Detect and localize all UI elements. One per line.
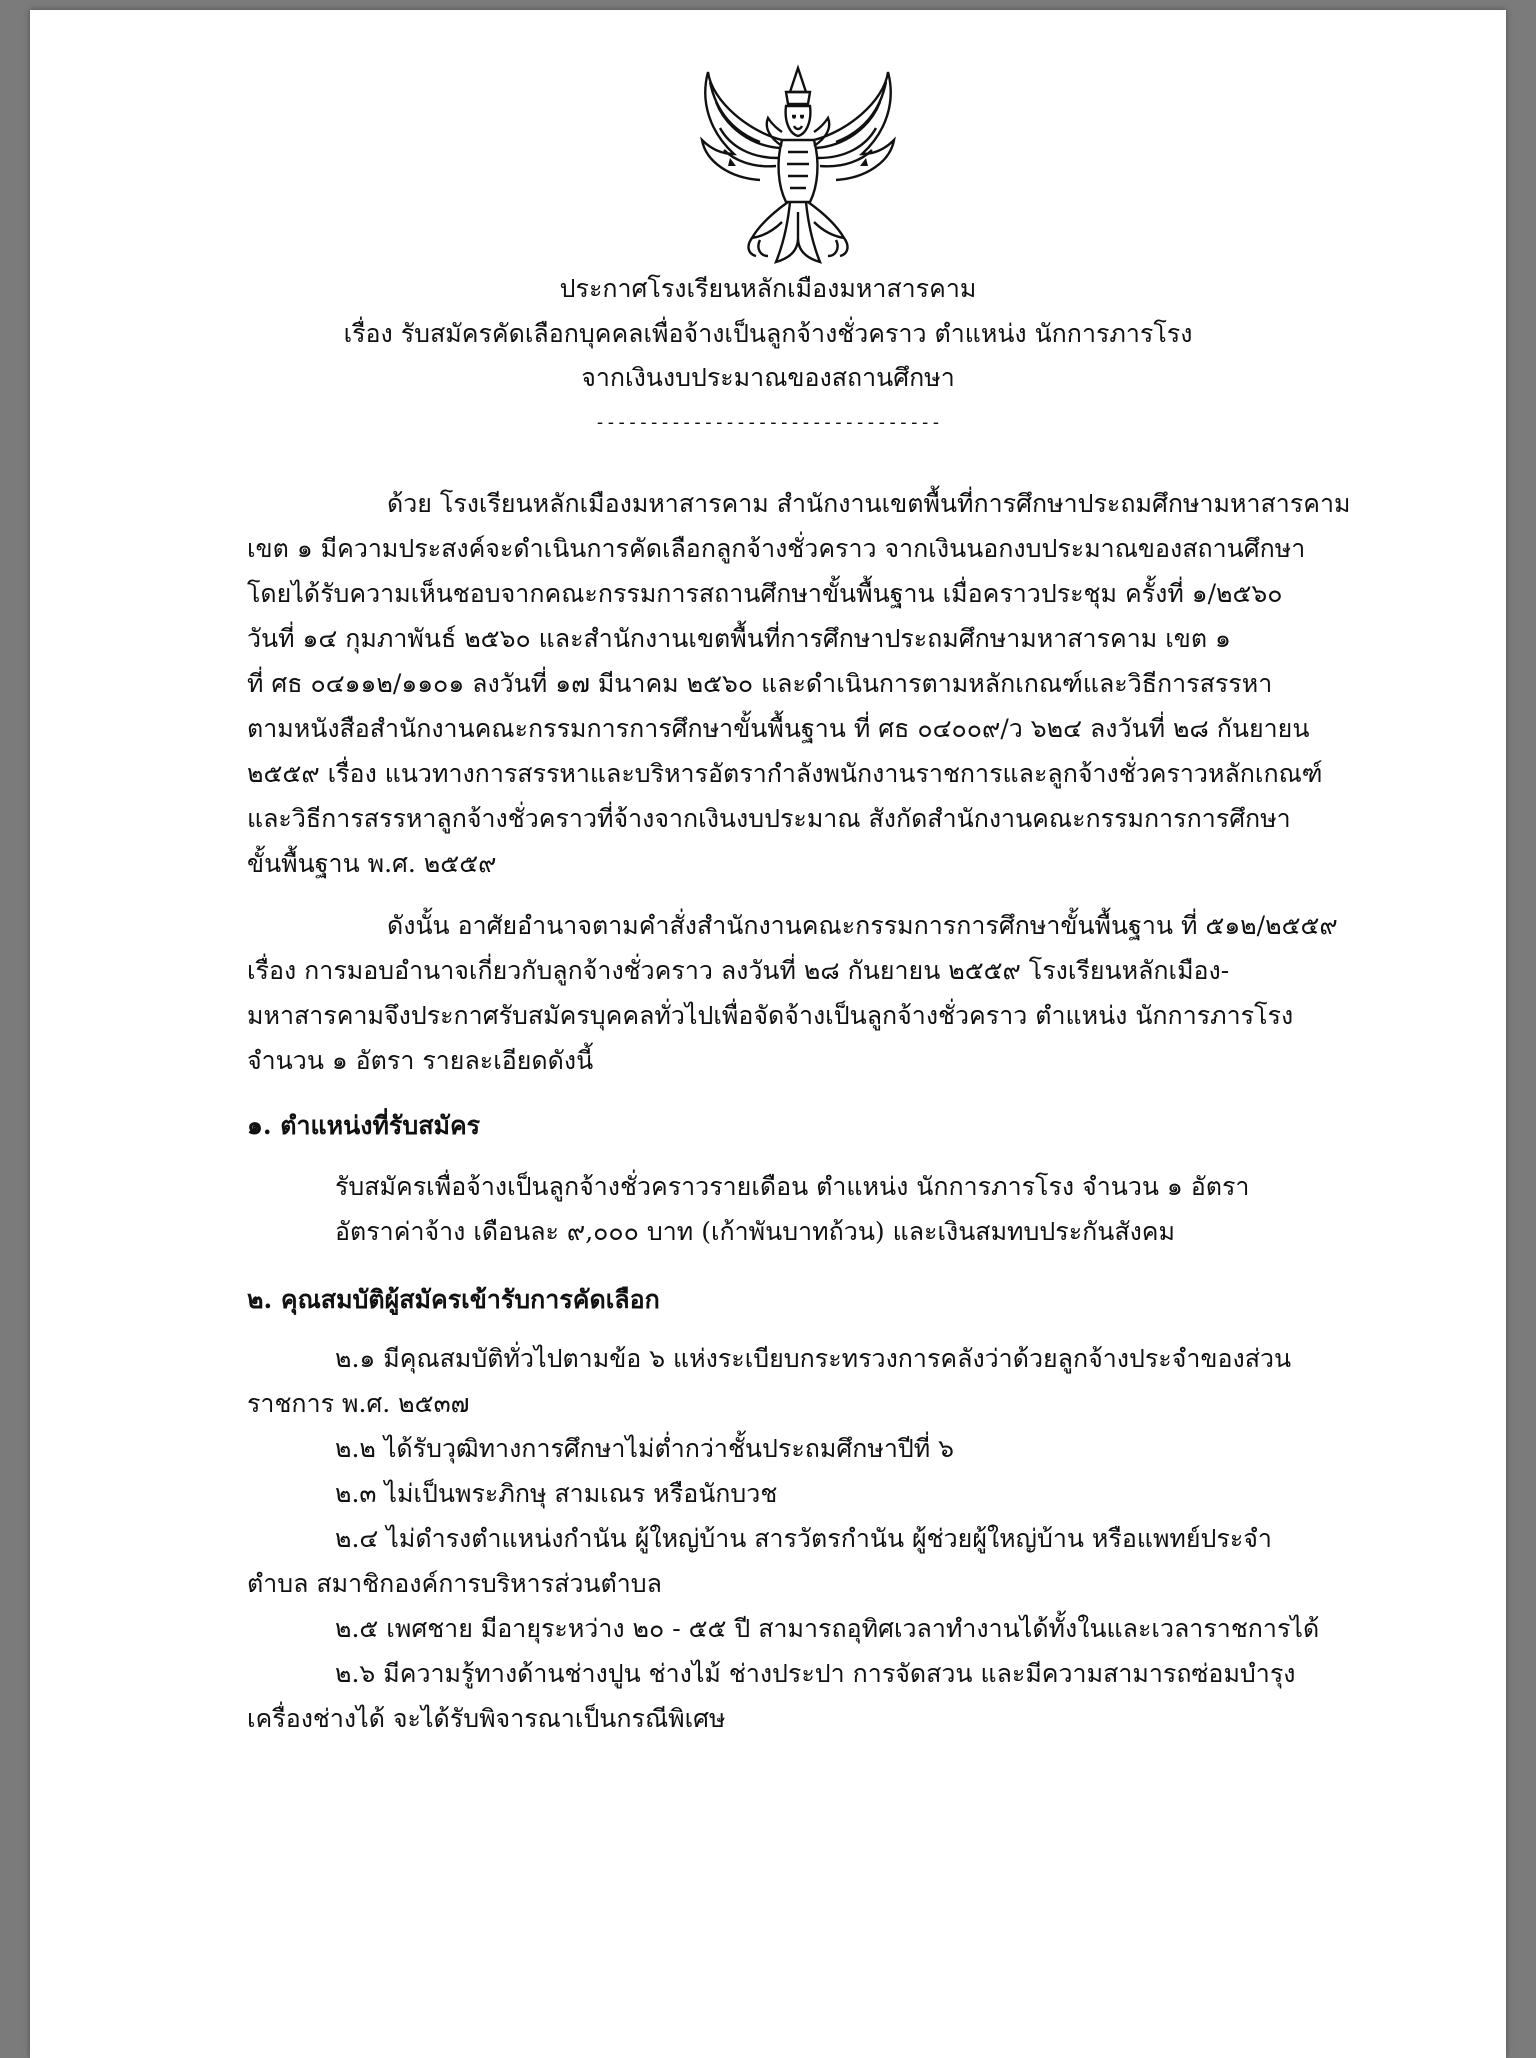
intro-paragraph xyxy=(247,481,1367,886)
qualification-item: ๒.๔ ไม่ดำรงตำแหน่งกำนัน ผู้ใหญ่บ้าน สารวัตรกำนัน ผู้ช่วยผู้ใหญ่บ้าน หรือแพทย์ประจำ xyxy=(335,1524,1272,1553)
title-divider: -------------------------------- xyxy=(594,412,942,433)
qualification-item-cont: ราชการ พ.ศ. ๒๕๓๗ xyxy=(247,1389,470,1418)
section-line: รับสมัครเพื่อจ้างเป็นลูกจ้างชั่วคราวรายเดือน ตำแหน่ง นักการภารโรง จำนวน ๑ อัตรา xyxy=(335,1172,1250,1201)
paragraph-line: ที่ ศธ ๐๔๑๑๒/๑๑๐๑ ลงวันที่ ๑๗ มีนาคม ๒๕๖๐ และดำเนินการตามหลักเกณฑ์และวิธีการสรรหา xyxy=(247,669,1273,698)
document-page xyxy=(30,10,1506,2058)
paragraph-line: ตามหนังสือสำนักงานคณะกรรมการการศึกษาขั้นพื้นฐาน ที่ ศธ ๐๔๐๐๙/ว ๖๒๔ ลงวันที่ ๒๘ กันยายน xyxy=(247,714,1310,743)
qualification-item: ๒.๖ มีความรู้ทางด้านช่างปูน ช่างไม้ ช่างประปา การจัดสวน และมีความสามารถซ่อมบำรุง xyxy=(335,1659,1296,1688)
qualification-item-cont: ตำบล สมาชิกองค์การบริหารส่วนตำบล xyxy=(247,1569,662,1598)
authority-paragraph xyxy=(247,903,1367,1083)
announcement-funding: จากเงินงบประมาณของสถานศึกษา xyxy=(581,363,955,392)
paragraph-line: ดังนั้น อาศัยอำนาจตามคำสั่งสำนักงานคณะกรรมการการศึกษาขั้นพื้นฐาน ที่ ๕๑๒/๒๕๕๙ xyxy=(387,911,1338,940)
paragraph-line: วันที่ ๑๔ กุมภาพันธ์ ๒๕๖๐ และสำนักงานเขตพื้นที่การศึกษาประถมศึกษามหาสารคาม เขต ๑ xyxy=(247,624,1231,653)
paragraph-line: ๒๕๕๙ เรื่อง แนวทางการสรรหาและบริหารอัตรากำลังพนักงานราชการและลูกจ้างชั่วคราวหลักเกณฑ์ xyxy=(247,759,1323,788)
paragraph-line: เรื่อง การมอบอำนาจเกี่ยวกับลูกจ้างชั่วคราว ลงวันที่ ๒๘ กันยายน ๒๕๕๙ โรงเรียนหลักเมือง- xyxy=(247,956,1230,985)
section-2-list xyxy=(247,1336,1319,1741)
section-1-heading: ๑. ตำแหน่งที่รับสมัคร xyxy=(247,1111,481,1140)
paragraph-line: โดยได้รับความเห็นชอบจากคณะกรรมการสถานศึกษาขั้นพื้นฐาน เมื่อคราวประชุม ครั้งที่ ๑/๒๕๖๐ xyxy=(247,579,1283,608)
announcement-subject: เรื่อง รับสมัครคัดเลือกบุคคลเพื่อจ้างเป็นลูกจ้างชั่วคราว ตำแหน่ง นักการภารโรง xyxy=(343,319,1193,348)
announcement-title: ประกาศโรงเรียนหลักเมืองมหาสารคาม xyxy=(559,274,977,303)
qualification-item: ๒.๒ ได้รับวุฒิทางการศึกษาไม่ต่ำกว่าชั้นประถมศึกษาปีที่ ๖ xyxy=(335,1434,955,1463)
section-1-body xyxy=(247,1164,1249,1254)
section-line: อัตราค่าจ้าง เดือนละ ๙,๐๐๐ บาท (เก้าพันบาทถ้วน) และเงินสมทบประกันสังคม xyxy=(335,1217,1176,1246)
paragraph-line: มหาสารคามจึงประกาศรับสมัครบุคคลทั่วไปเพื่อจัดจ้างเป็นลูกจ้างชั่วคราว ตำแหน่ง นักการภารโรง xyxy=(247,1001,1294,1030)
section-2-heading: ๒. คุณสมบัติผู้สมัครเข้ารับการคัดเลือก xyxy=(247,1285,660,1314)
paragraph-line: และวิธีการสรรหาลูกจ้างชั่วคราวที่จ้างจากเงินงบประมาณ สังกัดสำนักงานคณะกรรมการการศึกษา xyxy=(247,804,1291,833)
garuda-emblem-icon xyxy=(690,62,906,274)
qualification-item: ๒.๑ มีคุณสมบัติทั่วไปตามข้อ ๖ แห่งระเบียบกระทรวงการคลังว่าด้วยลูกจ้างประจำของส่วน xyxy=(335,1344,1292,1373)
qualification-item-cont: เครื่องช่างได้ จะได้รับพิจารณาเป็นกรณีพิเศษ xyxy=(247,1704,726,1733)
paragraph-line: จำนวน ๑ อัตรา รายละเอียดดังนี้ xyxy=(247,1046,594,1075)
paragraph-line: ด้วย โรงเรียนหลักเมืองมหาสารคาม สำนักงานเขตพื้นที่การศึกษาประถมศึกษามหาสารคาม xyxy=(387,489,1351,518)
qualification-item: ๒.๓ ไม่เป็นพระภิกษุ สามเณร หรือนักบวช xyxy=(335,1479,778,1508)
paragraph-line: ขั้นพื้นฐาน พ.ศ. ๒๕๕๙ xyxy=(247,849,497,878)
paragraph-line: เขต ๑ มีความประสงค์จะดำเนินการคัดเลือกลูกจ้างชั่วคราว จากเงินนอกงบประมาณของสถานศึกษา xyxy=(247,534,1306,563)
qualification-item: ๒.๕ เพศชาย มีอายุระหว่าง ๒๐ - ๕๕ ปี สามารถอุทิศเวลาทำงานได้ทั้งในและเวลาราชการได้ xyxy=(335,1614,1320,1643)
